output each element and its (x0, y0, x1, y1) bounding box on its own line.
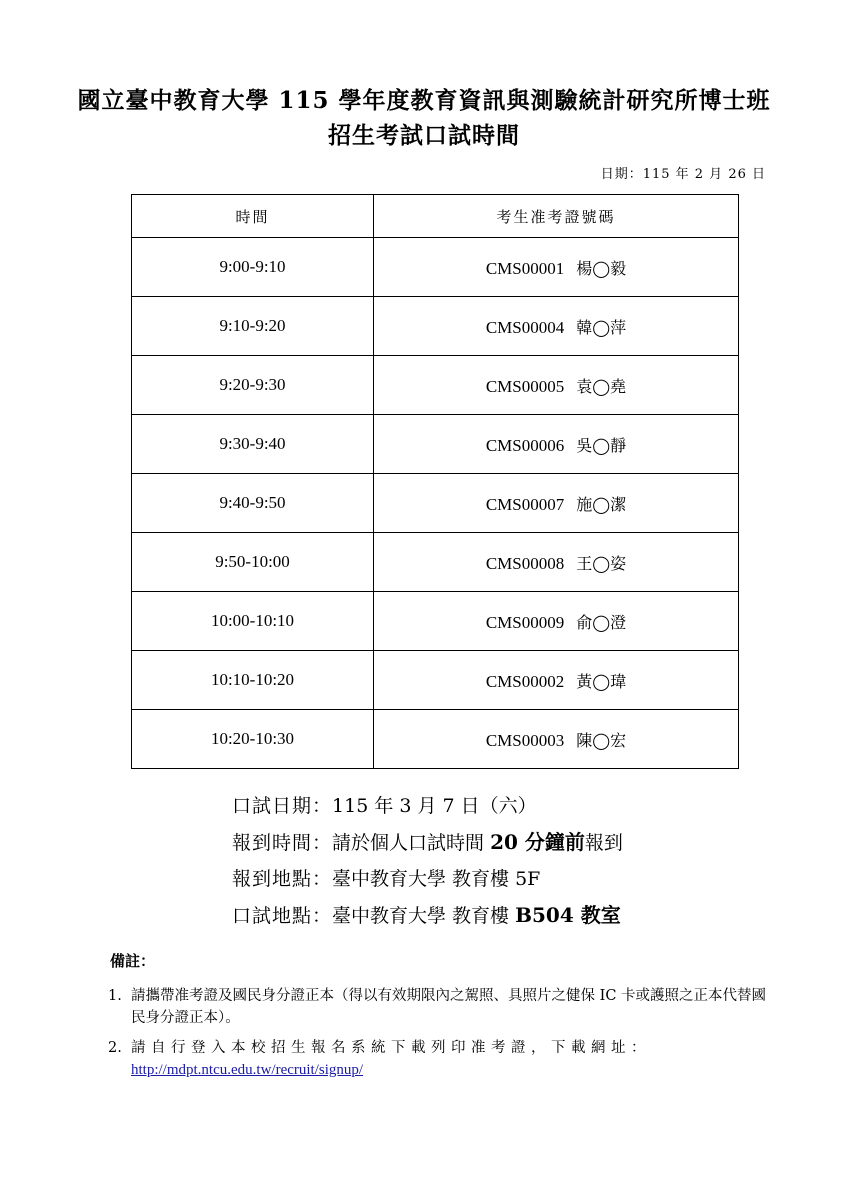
candidate-name: 楊◯毅 (576, 258, 627, 278)
candidate-cell (374, 533, 739, 592)
note-item (108, 1037, 773, 1081)
candidate-id: CMS00009 (485, 612, 565, 632)
table-row (132, 592, 739, 651)
signup-link[interactable]: http://mdpt.ntcu.edu.tw/recruit/signup/ (131, 1062, 364, 1078)
candidate-name: 韓◯萍 (576, 317, 627, 337)
exam-date-row (232, 788, 623, 824)
candidate-id: CMS00003 (485, 730, 565, 750)
table-row (132, 297, 739, 356)
exam-place-label: 口試地點： (232, 905, 333, 927)
time-cell: 9:50-10:00 (132, 533, 374, 592)
time-cell: 9:10-9:20 (132, 297, 374, 356)
candidate-name: 王◯姿 (576, 553, 627, 573)
exam-date-value: 115 年 3 月 7 日（六） (332, 795, 537, 817)
exam-place-emphasis: B504 教室 (515, 903, 621, 927)
candidate-cell (374, 592, 739, 651)
checkin-time-text: 請於個人口試時間 (332, 832, 491, 854)
checkin-place-row (232, 861, 623, 897)
candidate-cell (374, 710, 739, 769)
candidate-id: CMS00006 (485, 435, 565, 455)
candidate-name: 施◯潔 (576, 494, 627, 514)
checkin-time-emphasis: 20 分鐘前 (490, 830, 585, 854)
candidate-cell (374, 238, 739, 297)
note-number: 1. (108, 988, 122, 1004)
note-text: 請攜帶准考證及國民身分證正本（得以有效期限內之駕照、具照片之健保 IC 卡或護照之正本代替國民身分證正本）。 (131, 988, 767, 1026)
candidate-id: CMS00005 (485, 376, 565, 396)
page-subtitle: 招生考試口試時間 (328, 122, 520, 149)
candidate-cell (374, 356, 739, 415)
column-header-candidate: 考生准考證號碼 (374, 195, 739, 238)
time-cell: 10:00-10:10 (132, 592, 374, 651)
candidate-name: 吳◯靜 (576, 435, 627, 455)
candidate-id: CMS00004 (485, 317, 565, 337)
schedule-table (131, 194, 739, 769)
candidate-cell (374, 651, 739, 710)
candidate-cell (374, 474, 739, 533)
candidate-cell (374, 415, 739, 474)
time-cell: 9:40-9:50 (132, 474, 374, 533)
note-item (108, 985, 773, 1029)
candidate-name: 俞◯澄 (576, 612, 627, 632)
candidate-name: 袁◯堯 (576, 376, 627, 396)
time-cell: 10:10-10:20 (132, 651, 374, 710)
page-title: 國立臺中教育大學 115 學年度教育資訊與測驗統計研究所博士班 (77, 87, 771, 114)
column-header-time: 時間 (132, 195, 374, 238)
table-row (132, 238, 739, 297)
exam-date-label: 口試日期： (232, 795, 333, 817)
table-row (132, 533, 739, 592)
time-cell: 9:20-9:30 (132, 356, 374, 415)
document-date: 日期：115 年 2 月 26 日 (600, 167, 766, 182)
checkin-time-suffix: 報到 (584, 832, 623, 854)
checkin-place-value: 臺中教育大學 教育樓 5F (332, 868, 541, 890)
notes-heading: 備註： (110, 952, 156, 970)
table-row (132, 415, 739, 474)
exam-place-row (232, 897, 623, 934)
candidate-id: CMS00002 (485, 671, 565, 691)
time-cell: 9:00-9:10 (132, 238, 374, 297)
time-cell: 10:20-10:30 (132, 710, 374, 769)
checkin-time-label: 報到時間： (232, 832, 333, 854)
candidate-id: CMS00008 (485, 553, 565, 573)
exam-place-text: 臺中教育大學 教育樓 (332, 905, 516, 927)
table-row (132, 474, 739, 533)
table-row (132, 356, 739, 415)
table-header-row (132, 195, 739, 238)
table-row (132, 651, 739, 710)
candidate-id: CMS00001 (485, 258, 565, 278)
note-number: 2. (108, 1040, 122, 1056)
candidate-name: 陳◯宏 (576, 730, 627, 750)
checkin-place-label: 報到地點： (232, 868, 333, 890)
table-row (132, 710, 739, 769)
checkin-time-row (232, 824, 623, 861)
candidate-cell (374, 297, 739, 356)
candidate-id: CMS00007 (485, 494, 565, 514)
note-text: 請自行登入本校招生報名系統下載列印准考證，下載網址： (131, 1040, 651, 1056)
candidate-name: 黃◯瑋 (576, 671, 627, 691)
time-cell: 9:30-9:40 (132, 415, 374, 474)
exam-info (232, 788, 623, 934)
notes-section (108, 950, 773, 1089)
